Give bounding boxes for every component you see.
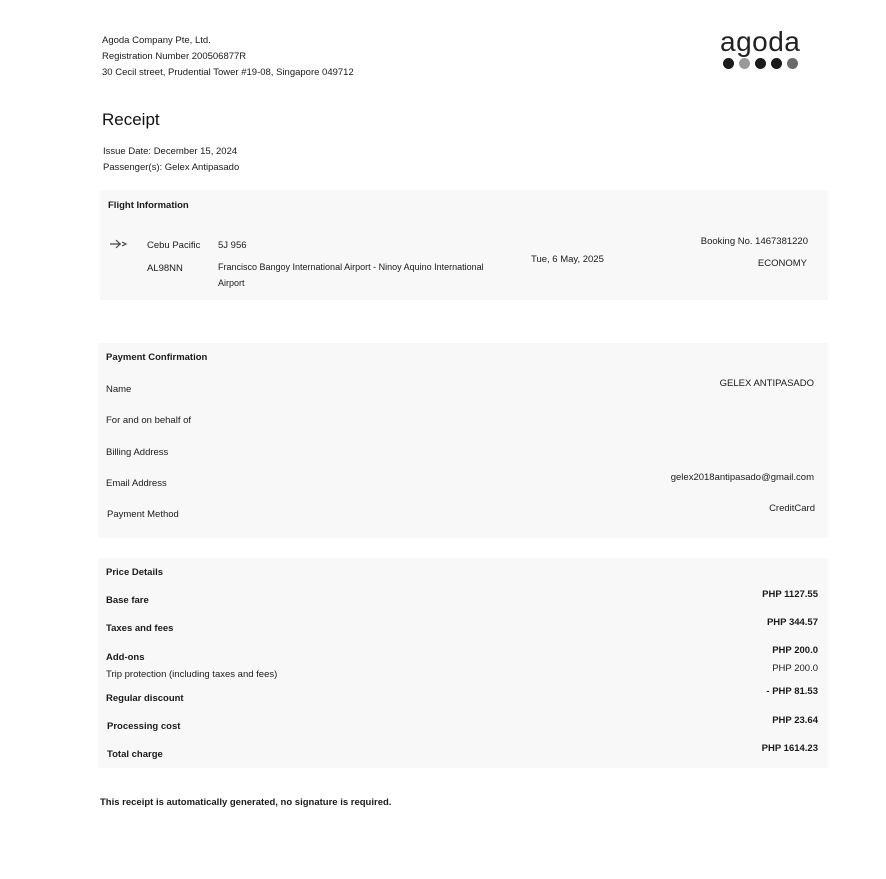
footer-note: This receipt is automatically generated, no signature is required. (100, 797, 392, 808)
logo-dot (739, 58, 750, 69)
flight-section-title: Flight Information (108, 200, 189, 211)
logo-dot (723, 58, 734, 69)
trip-protection-label: Trip protection (including taxes and fees) (106, 669, 278, 680)
logo-dots (720, 58, 812, 69)
plane-icon (109, 237, 127, 255)
trip-protection-value: PHP 200.0 (772, 663, 818, 674)
company-name: Agoda Company Pte, Ltd. (102, 35, 211, 46)
processing-label: Processing cost (107, 721, 181, 732)
payment-panel (98, 343, 828, 538)
logo-dot (787, 58, 798, 69)
logo-dot (755, 58, 766, 69)
total-value: PHP 1614.23 (761, 743, 818, 754)
passengers: Passenger(s): Gelex Antipasado (103, 162, 240, 173)
email-label: Email Address (106, 478, 167, 489)
cabin-class: ECONOMY (757, 258, 807, 269)
price-panel (98, 558, 828, 768)
taxes-label: Taxes and fees (106, 623, 174, 634)
base-fare-value: PHP 1127.55 (762, 589, 818, 600)
payment-section-title: Payment Confirmation (106, 352, 208, 363)
method-label: Payment Method (107, 509, 179, 520)
addons-label: Add-ons (106, 652, 145, 663)
company-address: 30 Cecil street, Prudential Tower #19-08, Singapore 049712 (102, 67, 354, 78)
flight-date: Tue, 6 May, 2025 (531, 254, 604, 265)
receipt-title: Receipt (102, 110, 160, 129)
billing-label: Billing Address (106, 447, 169, 458)
taxes-value: PHP 344.57 (766, 617, 818, 628)
name-label: Name (106, 384, 132, 395)
addons-value: PHP 200.0 (772, 645, 818, 656)
base-fare-label: Base fare (106, 595, 149, 606)
logo-text: agoda (720, 26, 801, 57)
company-registration: Registration Number 200506877R (102, 51, 247, 62)
agoda-logo (720, 26, 812, 69)
booking-reference: AL98NN (147, 263, 183, 274)
method-value: CreditCard (769, 503, 815, 514)
route-line-2: Airport (218, 277, 245, 288)
total-label: Total charge (107, 749, 163, 760)
booking-number: Booking No. 1467381220 (700, 236, 808, 247)
logo-dot (771, 58, 782, 69)
price-section-title: Price Details (106, 567, 164, 578)
name-value: GELEX ANTIPASADO (719, 378, 814, 389)
discount-value: - PHP 81.53 (766, 686, 818, 697)
route (218, 262, 518, 289)
discount-label: Regular discount (106, 693, 184, 704)
route-line-1: Francisco Bangoy International Airport - Ninoy Aquino International (218, 262, 484, 272)
airline-name: Cebu Pacific (147, 240, 201, 251)
email-value: gelex2018antipasado@gmail.com (670, 472, 814, 483)
processing-value: PHP 23.64 (772, 715, 818, 726)
behalf-label: For and on behalf of (106, 415, 192, 426)
flight-number: 5J 956 (218, 240, 247, 251)
issue-date: Issue Date: December 15, 2024 (103, 146, 238, 157)
